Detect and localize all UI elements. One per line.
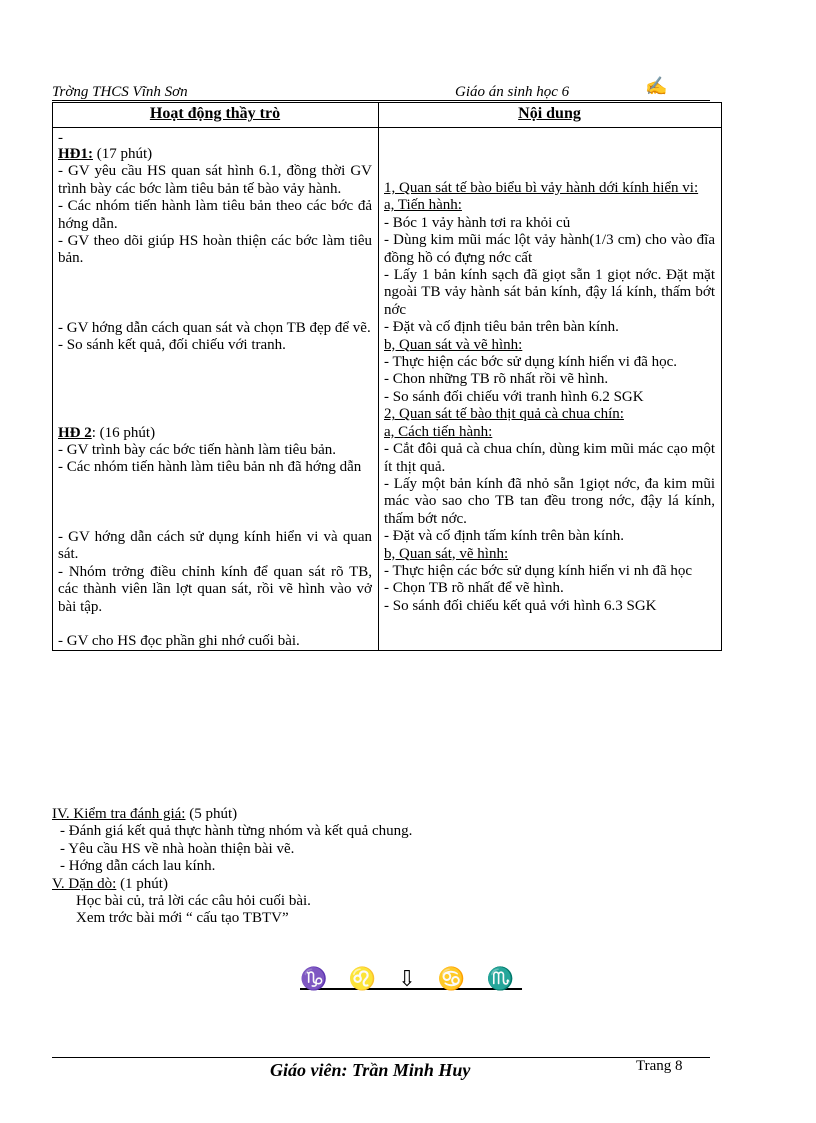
left-item: - Các nhóm tiến hành làm tiêu bản nh đã hớng dẫn	[58, 459, 362, 476]
left-item: - GV hớng dẫn cách sử dụng kính hiển vi và quan sát.	[58, 528, 372, 563]
assessment-item: - Hớng dẫn cách lau kính.	[60, 858, 216, 875]
right-item: - Thực hiện các bớc sử dụng kính hiển vi đã học.	[384, 354, 678, 371]
teacher-student-activities	[53, 128, 379, 651]
assessment-item: - Đánh giá kết quả thực hành từng nhóm và kết quả chung.	[60, 823, 413, 840]
spacer	[58, 477, 372, 529]
spacer	[58, 616, 372, 633]
left-item: - So sánh kết quả, đối chiếu với tranh.	[58, 337, 286, 354]
right-item: - Lấy một bản kính đã nhỏ sẵn 1giọt nớc, đa kim mũi mác vào sao cho TB tan đều trong nớc, đậy lá kính, thấm bớt nớc.	[384, 475, 715, 527]
right-item: - Chon những TB rõ nhất rồi vẽ hình.	[384, 371, 609, 388]
right-item: - Cắt đôi quả cà chua chín, dùng kim mũi mác cạo một ít thịt quả.	[384, 441, 715, 475]
lesson-table	[52, 102, 722, 651]
hd1-label: HĐ1:	[58, 146, 93, 162]
right-item: - Đặt và cố định tiêu bản trên bàn kính.	[384, 319, 619, 336]
assessment-title: IV. Kiểm tra đánh giá:	[52, 806, 186, 822]
left-item: - GV hớng dẫn cách quan sát và chọn TB đẹp để vẽ.	[58, 319, 371, 336]
hd2-label: HĐ 2	[58, 424, 92, 441]
assessment-time: (5 phút)	[185, 806, 238, 822]
lesson-content	[379, 128, 722, 651]
closing-sections	[52, 806, 412, 928]
divider-symbols: ♑ ♌ ⇩ ♋ ♏	[300, 966, 523, 991]
left-item: - Các nhóm tiến hành làm tiêu bản theo các bớc đả hớng dẫn.	[58, 198, 372, 232]
right-item: - Dùng kim mũi mác lột vảy hành(1/3 cm) cho vào đĩa đồng hồ có đựng nớc cất	[384, 232, 715, 266]
left-item: - GV theo dõi giúp HS hoàn thiện các bớc làm tiêu bản.	[58, 233, 372, 267]
homework-item: Học bài củ, trả lời các câu hỏi cuối bài.	[76, 893, 311, 910]
spacer	[58, 268, 372, 320]
homework-title: V. Dặn dò:	[52, 875, 117, 892]
left-item: - Nhóm trởng điều chỉnh kính để quan sát rõ TB, các thành viên lần lợt quan sát, rồi vẽ hình vào vở bài tập.	[58, 563, 372, 615]
sub-a2-title: a, Cách tiến hành:	[384, 423, 493, 440]
hd1-time: (17 phút)	[93, 146, 153, 162]
sub-b2-title: b, Quan sát, vẽ hình:	[384, 545, 509, 562]
right-item: - Thực hiện các bớc sử dụng kính hiển vi nh đã học	[384, 562, 693, 579]
homework-time: (1 phút)	[116, 875, 168, 892]
table-header-row	[53, 103, 722, 128]
right-item: - So sánh đối chiếu kết quả với hình 6.3 SGK	[384, 597, 657, 614]
school-name: Trờng THCS Vĩnh Sơn	[52, 84, 188, 100]
left-item: - GV cho HS đọc phần ghi nhớ cuối bài.	[58, 632, 300, 649]
left-item: - GV trình bày các bớc tiến hành làm tiêu bản.	[58, 442, 336, 459]
col-right-title: Nội dung	[379, 103, 722, 128]
right-item: - Đặt và cố định tấm kính trên bàn kính.	[384, 528, 624, 545]
footer-divider	[52, 1057, 710, 1058]
hd2-heading	[58, 425, 372, 442]
section-2-title: 2, Quan sát tế bào thịt quả cà chua chín:	[384, 406, 624, 423]
assessment-heading	[52, 806, 412, 823]
subject-title: Giáo án sinh học 6	[455, 84, 570, 100]
spacer	[58, 355, 372, 425]
right-item: - Lấy 1 bản kính sạch đã giọt sẵn 1 giọt nớc. Đặt mặt ngoài TB vảy hành sát bản kính, đậy lá kính, thấm bớt nớc	[384, 267, 715, 318]
left-item: - GV yêu cầu HS quan sát hình 6.1, đồng thời GV trình bày các bớc làm tiêu bản tế bào vảy hành.	[58, 163, 372, 197]
sub-a1-title: a, Tiến hành:	[384, 197, 462, 214]
page-number: Trang 8	[636, 1058, 683, 1074]
sub-b1-title: b, Quan sát và vẽ hình:	[384, 336, 523, 353]
right-item: - So sánh đối chiếu với tranh hình 6.2 SGK	[384, 388, 644, 405]
section-1-title: 1, Quan sát tế bào biểu bì vảy hành dới kính hiển vi:	[384, 180, 699, 196]
hd2-time: : (16 phút)	[91, 424, 156, 441]
book-pen-icon: ✍	[645, 76, 668, 96]
right-item: - Chọn TB rõ nhất để vẽ hình.	[384, 580, 564, 597]
teacher-name: Giáo viên: Trần Minh Huy	[270, 1060, 471, 1080]
header-divider	[52, 100, 710, 101]
homework-heading	[52, 876, 412, 893]
assessment-item: - Yêu cầu HS về nhà hoàn thiện bài vẽ.	[60, 840, 295, 857]
col-left-title: Hoạt động thầy trò	[53, 103, 379, 128]
right-item: - Bóc 1 vảy hành tơi ra khỏi củ	[384, 214, 571, 231]
table-body-row	[53, 128, 722, 651]
hd1-heading	[58, 146, 372, 163]
dash: -	[58, 130, 63, 146]
homework-item: Xem trớc bài mới “ cấu tạo TBTV”	[76, 910, 289, 927]
